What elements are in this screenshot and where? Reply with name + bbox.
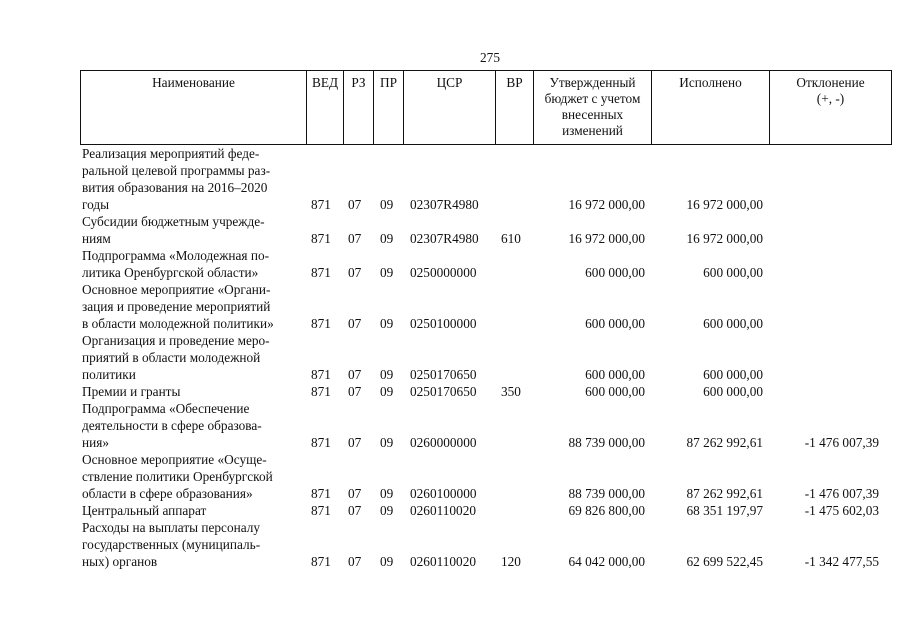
- header-ved-label: ВЕД: [311, 75, 339, 90]
- header-vr-label: ВР: [506, 75, 523, 90]
- row-pr: 09: [380, 435, 394, 450]
- row-name-line: Организация и проведение меро-: [82, 333, 270, 348]
- header-deviation: [769, 71, 892, 144]
- row-name: [80, 383, 312, 400]
- header-approved-line: внесенных: [561, 107, 624, 122]
- row-name: [80, 145, 312, 213]
- header-approved: [533, 71, 651, 144]
- row-pr: 09: [380, 503, 394, 518]
- row-ved: 871: [311, 367, 331, 382]
- row-approved: 16 972 000,00: [568, 197, 645, 212]
- row-csr: 0250170650: [410, 367, 477, 382]
- row-name-line: Реализация мероприятий феде-: [82, 146, 260, 161]
- header-deviation-line: Отклонение: [796, 75, 865, 90]
- row-name: [80, 519, 312, 570]
- row-ved: 871: [311, 231, 331, 246]
- row-executed: 16 972 000,00: [686, 197, 763, 212]
- row-rz: 07: [348, 486, 362, 501]
- row-name: [80, 332, 312, 383]
- row-pr: 09: [380, 231, 394, 246]
- row-rz: 07: [348, 197, 362, 212]
- header-approved-line: бюджет с учетом: [544, 91, 641, 106]
- row-ved: 871: [311, 265, 331, 280]
- header-executed: [651, 71, 769, 144]
- header-csr-label: ЦСР: [436, 75, 463, 90]
- row-name-line: ниям: [82, 231, 111, 246]
- row-name-line: ния»: [82, 435, 109, 450]
- header-pr-label: ПР: [380, 75, 397, 90]
- row-executed: 16 972 000,00: [686, 231, 763, 246]
- row-executed: 600 000,00: [703, 384, 763, 399]
- row-approved: 69 826 800,00: [568, 503, 645, 518]
- row-name: [80, 451, 312, 502]
- row-rz: 07: [348, 554, 362, 569]
- row-rz: 07: [348, 367, 362, 382]
- row-name: [80, 400, 312, 451]
- header-approved-line: Утвержденный: [549, 75, 636, 90]
- header-rz-label: РЗ: [351, 75, 366, 90]
- row-name-line: государственных (муниципаль-: [82, 537, 261, 552]
- row-pr: 09: [380, 486, 394, 501]
- row-name: [80, 502, 312, 519]
- row-pr: 09: [380, 384, 394, 399]
- row-vr: 120: [501, 554, 521, 569]
- table-row: [80, 281, 892, 332]
- row-name-line: литика Оренбургской области»: [82, 265, 259, 280]
- row-pr: 09: [380, 265, 394, 280]
- table-header: [80, 70, 892, 145]
- row-executed: 62 699 522,45: [686, 554, 763, 569]
- table-row: [80, 332, 892, 383]
- row-csr: 0250000000: [410, 265, 477, 280]
- header-pr: [373, 71, 403, 144]
- table-row: [80, 502, 892, 519]
- row-ved: 871: [311, 316, 331, 331]
- row-name-line: Основное мероприятие «Органи-: [82, 282, 271, 297]
- row-executed: 600 000,00: [703, 367, 763, 382]
- row-csr: 0260110020: [410, 503, 476, 518]
- row-rz: 07: [348, 265, 362, 280]
- row-deviation: -1 476 007,39: [804, 435, 879, 450]
- row-pr: 09: [380, 554, 394, 569]
- row-approved: 600 000,00: [585, 316, 645, 331]
- row-name-line: Центральный аппарат: [82, 503, 207, 518]
- row-name: [80, 281, 312, 332]
- row-ved: 871: [311, 384, 331, 399]
- header-executed-label: Исполнено: [679, 75, 742, 90]
- row-csr: 0250100000: [410, 316, 477, 331]
- row-name-line: зация и проведение мероприятий: [82, 299, 271, 314]
- header-csr: [403, 71, 495, 144]
- table-body: [80, 145, 892, 570]
- row-name-line: области в сфере образования»: [82, 486, 253, 501]
- row-pr: 09: [380, 197, 394, 212]
- table-row: [80, 451, 892, 502]
- row-csr: 0250170650: [410, 384, 477, 399]
- row-ved: 871: [311, 197, 331, 212]
- row-name-line: Премии и гранты: [82, 384, 181, 399]
- page-number: 275: [480, 50, 500, 65]
- row-name-line: ральной целевой программы раз-: [82, 163, 271, 178]
- header-approved-line: изменений: [562, 123, 623, 138]
- table-row: [80, 400, 892, 451]
- row-ved: 871: [311, 554, 331, 569]
- row-csr: 0260100000: [410, 486, 477, 501]
- row-name-line: в области молодежной политики»: [82, 316, 274, 331]
- row-rz: 07: [348, 503, 362, 518]
- row-rz: 07: [348, 435, 362, 450]
- row-rz: 07: [348, 384, 362, 399]
- row-csr: 0260110020: [410, 554, 476, 569]
- table-row: [80, 383, 892, 400]
- row-deviation: -1 476 007,39: [804, 486, 879, 501]
- row-name: [80, 247, 312, 281]
- header-rz: [343, 71, 373, 144]
- row-csr: 0260000000: [410, 435, 477, 450]
- row-csr: 02307R4980: [410, 231, 479, 246]
- row-vr: 610: [501, 231, 521, 246]
- header-name: [80, 71, 306, 144]
- row-approved: 16 972 000,00: [568, 231, 645, 246]
- row-name-line: ствление политики Оренбургской: [82, 469, 273, 484]
- row-name-line: вития образования на 2016–2020: [82, 180, 268, 195]
- row-deviation: -1 342 477,55: [804, 554, 879, 569]
- row-name-line: приятий в области молодежной: [82, 350, 261, 365]
- row-name: [80, 213, 312, 247]
- row-ved: 871: [311, 503, 331, 518]
- row-approved: 64 042 000,00: [568, 554, 645, 569]
- header-deviation-line: (+, -): [816, 91, 845, 106]
- table-row: [80, 145, 892, 213]
- row-pr: 09: [380, 316, 394, 331]
- row-name-line: ных) органов: [82, 554, 158, 569]
- row-executed: 600 000,00: [703, 316, 763, 331]
- table-row: [80, 247, 892, 281]
- row-name-line: Подпрограмма «Обеспечение: [82, 401, 250, 416]
- row-csr: 02307R4980: [410, 197, 479, 212]
- row-approved: 600 000,00: [585, 265, 645, 280]
- row-rz: 07: [348, 231, 362, 246]
- row-name-line: Основное мероприятие «Осуще-: [82, 452, 267, 467]
- row-rz: 07: [348, 316, 362, 331]
- row-executed: 68 351 197,97: [686, 503, 763, 518]
- row-name-line: деятельности в сфере образова-: [82, 418, 262, 433]
- row-ved: 871: [311, 435, 331, 450]
- table-row: [80, 519, 892, 570]
- row-executed: 87 262 992,61: [686, 435, 763, 450]
- row-executed: 600 000,00: [703, 265, 763, 280]
- row-name-line: Подпрограмма «Молодежная по-: [82, 248, 270, 263]
- row-approved: 600 000,00: [585, 367, 645, 382]
- row-approved: 88 739 000,00: [568, 435, 645, 450]
- row-pr: 09: [380, 367, 394, 382]
- row-name-line: политики: [82, 367, 136, 382]
- row-name-line: годы: [82, 197, 110, 212]
- row-approved: 600 000,00: [585, 384, 645, 399]
- row-approved: 88 739 000,00: [568, 486, 645, 501]
- row-executed: 87 262 992,61: [686, 486, 763, 501]
- header-ved: [306, 71, 343, 144]
- header-name-label: Наименование: [152, 75, 235, 90]
- row-vr: 350: [501, 384, 521, 399]
- row-name-line: Субсидии бюджетным учрежде-: [82, 214, 265, 229]
- table-row: [80, 213, 892, 247]
- row-deviation: -1 475 602,03: [804, 503, 879, 518]
- header-vr: [495, 71, 533, 144]
- row-name-line: Расходы на выплаты персоналу: [82, 520, 261, 535]
- row-ved: 871: [311, 486, 331, 501]
